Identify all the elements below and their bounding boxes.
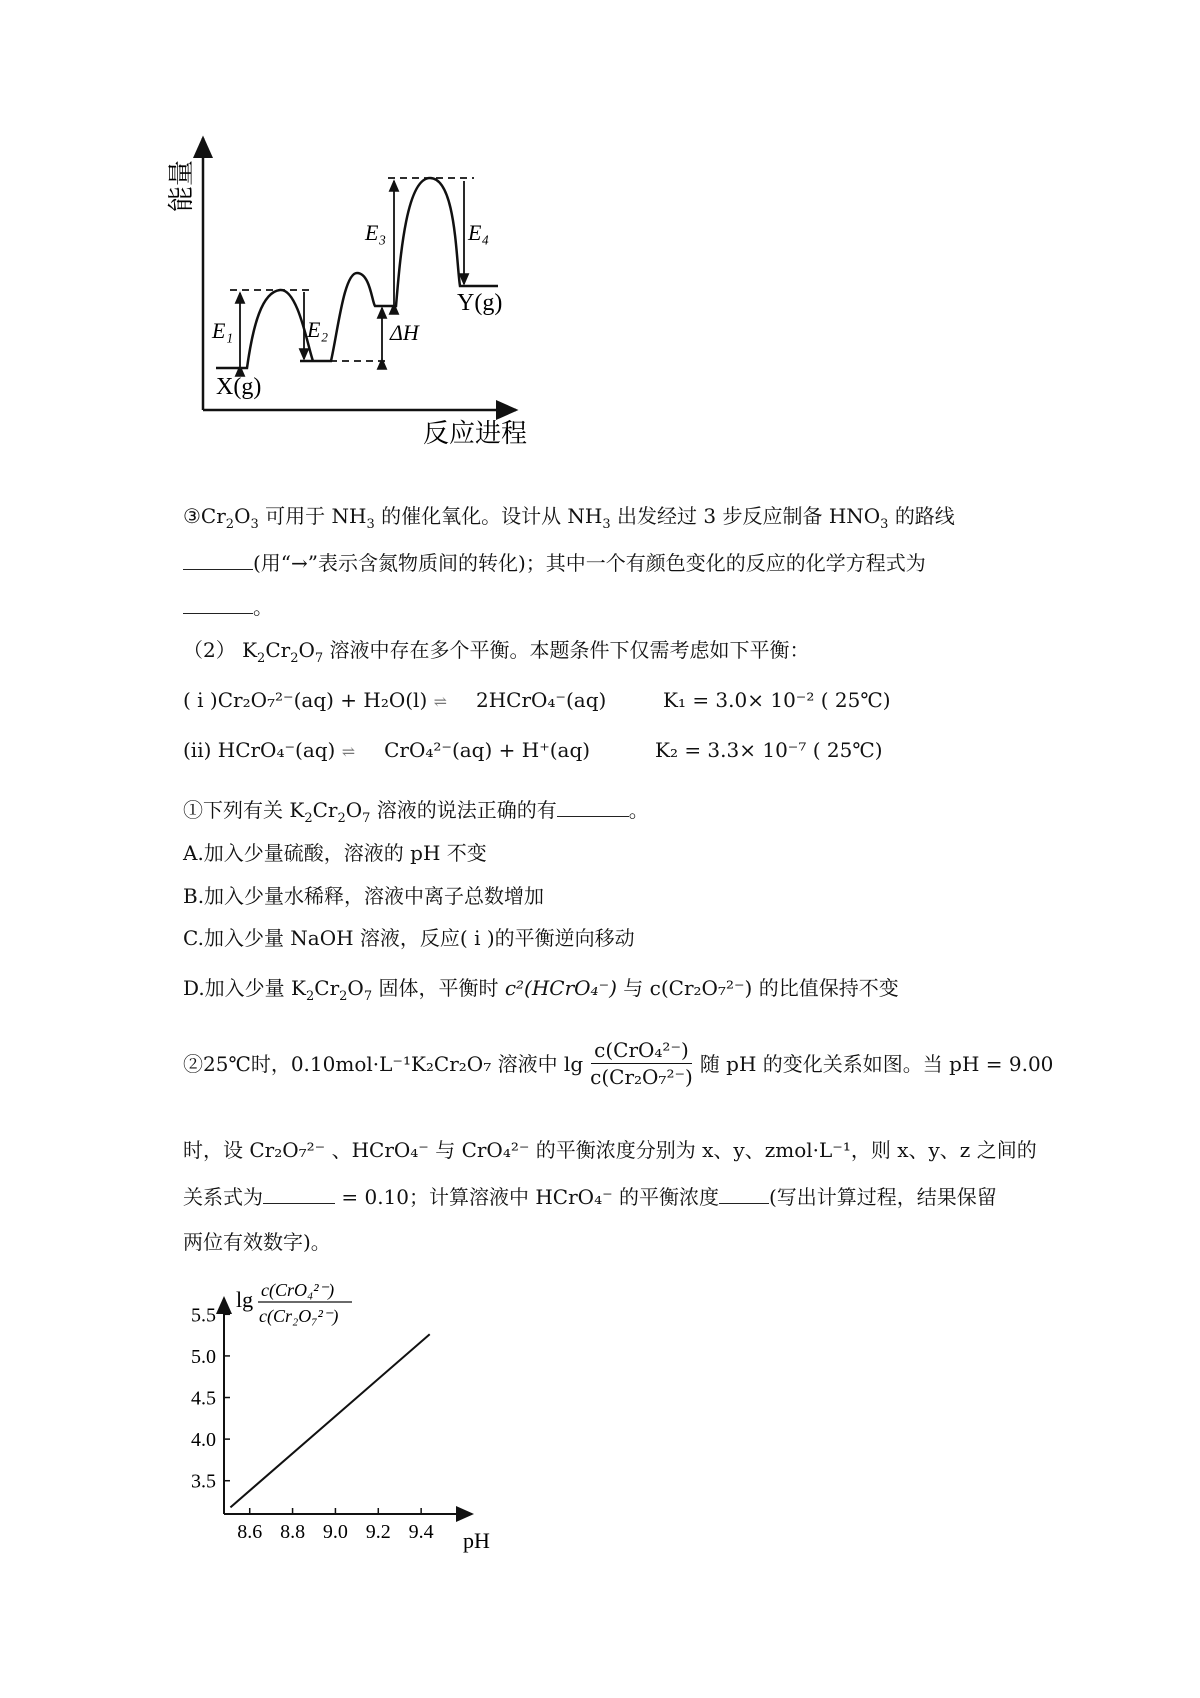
q2-text: ②25℃时，0.10mol·L⁻¹K₂Cr₂O₇ 溶液中 lg — [183, 1051, 584, 1076]
x-tick-label: 9.4 — [408, 1521, 434, 1543]
option-d-formula: 与 c(Cr₂O₇²⁻) — [623, 976, 753, 1000]
ylabel-prefix: lg — [236, 1287, 254, 1312]
option-a — [183, 843, 487, 863]
answer-blank[interactable] — [263, 1187, 335, 1204]
label-X: X(g) — [216, 374, 262, 400]
q3-text: 可用于 NH — [265, 504, 367, 528]
option-d-formula: c²(HCrO₄⁻) — [504, 976, 617, 1000]
q1-stem: ①下列有关 $K_2Cr_2O_7$ 溶液的说法正确的有 。 — [183, 798, 649, 826]
q2-line1 — [183, 1040, 1053, 1087]
q3-text: O — [234, 504, 251, 528]
part2-intro: （2） $K_2Cr_2O_7$ 溶液中存在多个平衡。本题条件下仅需考虑如下平衡： — [183, 638, 810, 666]
eq1-right: 2HCrO₄⁻(aq) — [475, 688, 607, 712]
ylabel-numerator: c(CrO₄²⁻) — [261, 1280, 335, 1300]
x-tick-label: 8.8 — [280, 1521, 306, 1543]
option-c — [183, 928, 635, 948]
equilibrium-arrow-icon: ⇌ — [341, 742, 356, 761]
energy-curve — [216, 178, 498, 368]
q2-line4 — [183, 1232, 331, 1252]
option-d: D.加入少量 $K_2Cr_2O_7$ 固体，平衡时 c²(HCrO₄⁻) 与 c(Cr₂O₇²⁻) 的比值保持不变 — [183, 976, 899, 1004]
x-tick-label: 9.2 — [365, 1521, 391, 1543]
equilibrium-arrow-icon: ⇌ — [433, 692, 448, 711]
option-a-text: A.加入少量硫酸，溶液的 pH 不变 — [183, 841, 487, 865]
label-Y: Y(g) — [457, 290, 503, 316]
q2-text: = 0.10；计算溶液中 HCrO₄⁻ 的平衡浓度 — [341, 1185, 719, 1209]
y-tick-label: 5.5 — [191, 1304, 216, 1327]
k1-value: K₁ = 3.0× 10⁻² ( 25℃) — [663, 688, 891, 712]
eq1-left: ( i )Cr₂O₇²⁻(aq) + H₂O(l) — [183, 688, 428, 712]
lg-ratio-chart — [160, 1262, 520, 1562]
q2-text: 两位有效数字)。 — [183, 1230, 331, 1254]
q2-text: (写出计算过程，结果保留 — [769, 1185, 997, 1209]
q3-line2 — [183, 553, 926, 573]
q2-text: 关系式为 — [183, 1185, 263, 1209]
option-d-text: O — [347, 976, 364, 1000]
option-d-text: D.加入少量 K — [183, 976, 306, 1000]
q3-text: 。 — [253, 595, 273, 619]
q1-text: 溶液的说法正确的有 — [376, 798, 557, 822]
q1-text: Cr — [312, 798, 338, 822]
p2-text: O — [298, 638, 315, 662]
p2-text: 溶液中存在多个平衡。本题条件下仅需考虑如下平衡： — [329, 638, 810, 662]
q3-text: 出发经过 3 步反应制备 HNO — [617, 504, 881, 528]
q3-line3 — [183, 597, 273, 617]
fraction-denominator: c(Cr₂O₇²⁻) — [590, 1065, 693, 1089]
k2-value: K₂ = 3.3× 10⁻⁷ ( 25℃) — [655, 738, 883, 762]
fraction-numerator: c(CrO₄²⁻) — [591, 1040, 692, 1064]
energy-x-label: 反应进程 — [423, 419, 528, 448]
q3-text: 的催化氧化。设计从 NH — [381, 504, 603, 528]
x-tick-label: 8.6 — [237, 1521, 263, 1543]
y-tick-label: 4.0 — [191, 1429, 216, 1452]
q2-line3 — [183, 1187, 997, 1207]
p2-text: （2） K — [183, 638, 258, 662]
energy-y-label: 能量 — [167, 159, 196, 212]
eq2-left: (ii) HCrO₄⁻(aq) — [183, 738, 336, 762]
eq2-right: CrO₄²⁻(aq) + H⁺(aq) — [384, 738, 591, 762]
y-tick-label: 3.5 — [191, 1470, 216, 1493]
q1-text: 。 — [628, 798, 649, 822]
answer-blank[interactable] — [183, 597, 253, 614]
q2-fraction — [587, 1040, 696, 1087]
answer-blank[interactable] — [557, 800, 629, 817]
q3-text: (用“→”表示含氮物质间的转化)；其中一个有颜色变化的反应的化学方程式为 — [253, 551, 926, 575]
y-tick-label: 5.0 — [191, 1345, 216, 1368]
label-E2: E₂ — [307, 317, 329, 342]
k1 — [663, 690, 891, 710]
chart-xlabel: pH — [463, 1528, 490, 1553]
label-E4: E₄ — [468, 220, 490, 245]
option-d-text: 的比值保持不变 — [758, 976, 899, 1000]
q1-text: ①下列有关 K — [183, 798, 305, 822]
option-d-text: Cr — [314, 976, 340, 1000]
option-b-text: B.加入少量水稀释，溶液中离子总数增加 — [183, 884, 545, 908]
p2-text: Cr — [265, 638, 291, 662]
x-tick-label: 9.0 — [322, 1521, 348, 1543]
answer-blank[interactable] — [719, 1187, 769, 1204]
q2-text: 时，设 Cr₂O₇²⁻ 、HCrO₄⁻ 与 CrO₄²⁻ 的平衡浓度分别为 x、y、zmol·L⁻¹，则 x、y、z 之间的 — [183, 1138, 1037, 1162]
option-d-text: 固体，平衡时 — [378, 976, 499, 1000]
q3-text: ③Cr — [183, 504, 226, 528]
label-dH: ΔH — [390, 320, 419, 345]
equilibrium-1 — [183, 690, 606, 710]
ylabel-denominator: c(Cr₂O₇²⁻) — [259, 1306, 339, 1326]
y-tick-label: 4.5 — [191, 1387, 216, 1410]
label-E3: E₃ — [365, 220, 387, 245]
energy-diagram — [150, 130, 570, 460]
option-b — [183, 886, 544, 906]
k2 — [655, 740, 883, 760]
equilibrium-2 — [183, 740, 590, 760]
series-line — [230, 1334, 429, 1507]
q3-line1: $③Cr_2O_3$ 可用于 $NH_3$ 的催化氧化。设计从 $NH_3$ 出发经过 3 步反应制备 $HNO_3$ 的路线 — [183, 504, 955, 532]
answer-blank[interactable] — [183, 553, 253, 570]
q1-text: O — [345, 798, 363, 822]
option-c-text: C.加入少量 NaOH 溶液，反应( i )的平衡逆向移动 — [183, 926, 635, 950]
q2-text: 随 pH 的变化关系如图。当 pH = 9.00 — [699, 1051, 1054, 1076]
q3-text: 的路线 — [894, 504, 955, 528]
label-E1: E₁ — [212, 318, 234, 343]
q2-line2 — [183, 1140, 1037, 1160]
